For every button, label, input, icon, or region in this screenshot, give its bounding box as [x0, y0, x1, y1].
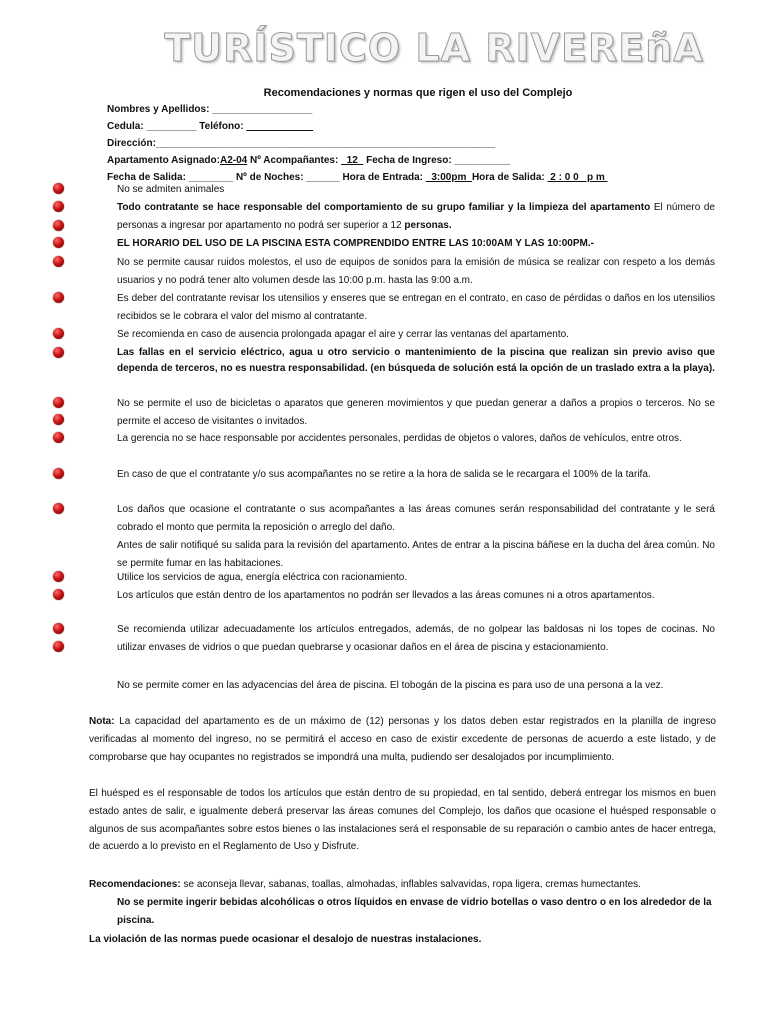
fecha-ingreso-field: Fecha de Ingreso: __________ [363, 155, 511, 166]
fecha-salida-label: Fecha de Salida: ________ Nº de Noches: ______ Hora de Entrada: [107, 172, 426, 183]
bullet-icon [53, 201, 64, 212]
bullet-icon [53, 397, 64, 408]
rule-item: EL HORARIO DEL USO DE LA PISCINA ESTA COMPRENDIDO ENTRE LAS 10:00AM Y LAS 10:00PM.- [117, 238, 594, 249]
rule-item: Las fallas en el servicio eléctrico, agua u otro servicio o mantenimiento de la piscina que realizan sin previo aviso que dependa de terceros, no es nuestra responsabilidad. (en búsqueda de solución está la opción de un traslado extra a la playa). [117, 347, 715, 374]
rule-item: Se recomienda en caso de ausencia prolongada apagar el aire y cerrar las ventanas del apartamento. [117, 329, 569, 340]
bullet-icon [53, 432, 64, 443]
alcohol-paragraph: No se permite ingerir bebidas alcohólicas o otros líquidos en envase de vidrio botellas o vaso dentro o en los alrededor de la piscina. [117, 897, 712, 926]
form-row-cedula [107, 118, 727, 135]
violacion-paragraph: La violación de las normas puede ocasionar el desalojo de nuestras instalaciones. [89, 934, 482, 945]
document-title: TURÍSTICO LA RIVEREñA [164, 26, 704, 70]
hora-entrada-value: 3:00pm [425, 172, 472, 183]
bullet-icon [53, 256, 64, 267]
rule-item: Todo contratante se hace responsable del comportamiento de su grupo familiar y la limpieza del apartamento El número de personas a ingresar por apartamento no podrá ser superior a 12 personas. [117, 202, 715, 231]
bullet-icon [53, 237, 64, 248]
hora-salida-label: Hora de Salida: [471, 172, 548, 183]
rule-item: No se permite el uso de bicicletas o aparatos que generen movimientos y que puedan generar a daños a propios o terceros. No se permite el acceso de visitantes o invitados. [117, 398, 715, 427]
cedula-field: Cedula: _________ Teléfono: [107, 121, 247, 132]
nota-paragraph: Nota: La capacidad del apartamento es de un máximo de (12) personas y los datos deben estar registrados en la planilla de ingreso verificadas al momento del ingreso, no se permitirá el acceso en caso de existir excedente de personas de acuerdo a este listado, y de comprobarse que hay ocupantes no registrados se impondrá una multa, pudiendo ser desalojados por incumplimiento. [89, 716, 716, 763]
rule-item: Los daños que ocasione el contratante o sus acompañantes a las áreas comunes serán responsabilidad del contratante y le será cobrado el monto que permita la reposición o arreglo del daño. [117, 504, 715, 533]
bullet-icon [53, 503, 64, 514]
bullet-icon [53, 414, 64, 425]
rule-item: Antes de salir notifiqué su salida para la revisión del apartamento. Antes de entrar a la piscina báñese en la ducha del área común. No se permite fumar en las habitaciones. [117, 540, 715, 569]
acompanantes-value: 12 [341, 155, 364, 166]
apartamento-label: Apartamento Asignado: [107, 155, 220, 166]
rule-item: En caso de que el contratante y/o sus acompañantes no se retire a la hora de salida se le recargara el 100% de la tarifa. [117, 469, 651, 480]
rule-item: No se permite causar ruidos molestos, el uso de equipos de sonidos para la emisión de música se realizar con respeto a los demás usuarios y no podrá tener alto volumen desde las 10:00 p.m. hasta las 9:00 a.m. [117, 257, 715, 286]
apartamento-value: A2-04 [219, 155, 248, 166]
rule-item: Los artículos que están dentro de los apartamentos no podrán ser llevados a las áreas comunes ni a otros apartamentos. [117, 590, 655, 601]
document-subtitle: Recomendaciones y normas que rigen el uso del Complejo [263, 87, 573, 99]
direccion-field: Dirección:_____________________________________________________________ [107, 138, 496, 149]
form-row-nombres [107, 101, 727, 118]
bullet-icon [53, 183, 64, 194]
bullet-icon [53, 641, 64, 652]
rule-item: No se admiten animales [117, 184, 225, 195]
rule-item: La gerencia no se hace responsable por accidentes personales, perdidas de objetos o valores, daños de vehículos, entre otros. [117, 433, 682, 444]
acompanantes-label: Nº Acompañantes: [247, 155, 342, 166]
telefono-blank: ____________ [246, 121, 314, 132]
rule-item: Es deber del contratante revisar los utensilios y enseres que se entregan en el contrato, en caso de pérdidas o daños en los utensilios recibidos se le cobrara el valor del mismo al contratante. [117, 293, 715, 322]
form-row-direccion [107, 135, 727, 152]
bullet-icon [53, 589, 64, 600]
nombres-field: Nombres y Apellidos: __________________ [107, 104, 313, 115]
rule-item: Se recomienda utilizar adecuadamente los artículos entregados, además, de no golpear las baldosas ni los topes de cocinas. No utilizar envases de vidrios o que puedan quebrarse y ocasionar daños en el área de piscina y estacionamiento. [117, 624, 715, 653]
huesped-paragraph: El huésped es el responsable de todos los artículos que están dentro de su propiedad, en tal sentido, deberá entregar los mismos en buen estado antes de salir, e igualmente deberá preservar las áreas comunes del Complejo, los daños que ocasione el huésped responsable o algunos de sus acompañantes sobre estos bienes o las instalaciones será el responsable de su reparación o cambio antes de hacer entrega, de acuerdo a lo previsto en el Reglamento de Uso y Disfrute. [89, 788, 716, 853]
bullet-icon [53, 623, 64, 634]
rule-item: No se permite comer en las adyacencias del área de piscina. El tobogán de la piscina es para uso de una persona a la vez. [117, 680, 664, 691]
bullet-icon [53, 220, 64, 231]
form-row-apartamento [107, 152, 727, 169]
bullet-icon [53, 292, 64, 303]
bullet-icon [53, 328, 64, 339]
hora-salida-value: 2 : 0 0 p m [547, 172, 608, 183]
bullet-icon [53, 347, 64, 358]
guest-form [107, 101, 727, 186]
bullet-icon [53, 571, 64, 582]
bullet-icon [53, 468, 64, 479]
rule-item: Utilice los servicios de agua, energía eléctrica con racionamiento. [117, 572, 408, 583]
recomendaciones-paragraph: Recomendaciones: se aconseja llevar, sabanas, toallas, almohadas, inflables salvavidas, ropa ligera, cremas humectantes. [89, 879, 641, 890]
